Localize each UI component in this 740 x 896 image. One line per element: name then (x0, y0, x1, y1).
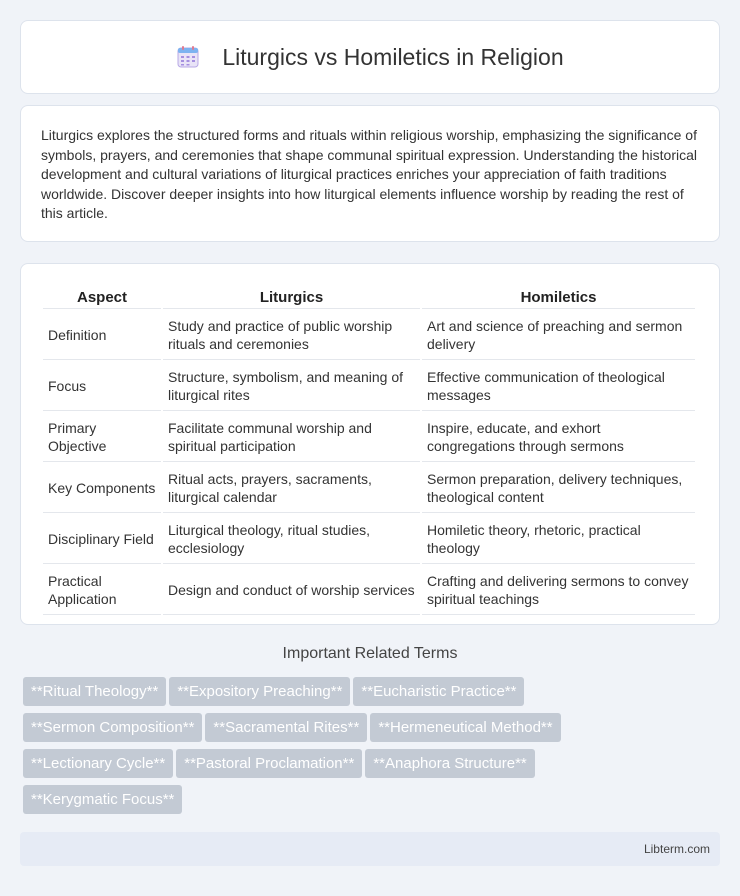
row-aspect: Key Components (43, 464, 161, 513)
term-tag[interactable]: **Lectionary Cycle** (23, 749, 173, 778)
row-liturgics: Design and conduct of worship services (163, 566, 420, 615)
row-liturgics: Ritual acts, prayers, sacraments, liturgical calendar (163, 464, 420, 513)
intro-card (20, 105, 720, 242)
term-tag[interactable]: **Ritual Theology** (23, 677, 166, 706)
term-tag[interactable]: **Kerygmatic Focus** (23, 785, 182, 814)
calendar-icon (176, 45, 200, 69)
intro-text: Liturgics explores the structured forms and rituals within religious worship, emphasizing the significance of symbols, prayers, and ceremonies that shape communal spiritual expression. Understanding the historical development and cultural variations of liturgical practices enriches your appreciation of faith traditions worldwide. Discover deeper insights into how liturgical elements influence worship by reading the rest of this article. (41, 127, 697, 222)
header-homiletics: Homiletics (422, 286, 695, 309)
footer-site-link[interactable]: Libterm.com (643, 842, 710, 856)
row-liturgics: Facilitate communal worship and spiritual participation (163, 413, 420, 462)
table-row (43, 311, 695, 360)
row-homiletics: Effective communication of theological messages (422, 362, 695, 411)
row-aspect: Disciplinary Field (43, 515, 161, 564)
row-homiletics: Art and science of preaching and sermon delivery (422, 311, 695, 360)
row-liturgics: Structure, symbolism, and meaning of liturgical rites (163, 362, 420, 411)
footer (20, 832, 720, 866)
table-row (43, 566, 695, 615)
comparison-table (41, 284, 697, 617)
term-tag[interactable]: **Eucharistic Practice** (353, 677, 524, 706)
term-tag[interactable]: **Sermon Composition** (23, 713, 202, 742)
header-card (20, 20, 720, 94)
row-homiletics: Homiletic theory, rhetoric, practical theology (422, 515, 695, 564)
term-tag[interactable]: **Anaphora Structure** (365, 749, 534, 778)
row-homiletics: Crafting and delivering sermons to convey spiritual teachings (422, 566, 695, 615)
table-row (43, 464, 695, 513)
header-aspect: Aspect (43, 286, 161, 309)
term-tag[interactable]: **Sacramental Rites** (205, 713, 367, 742)
table-row (43, 515, 695, 564)
row-homiletics: Inspire, educate, and exhort congregations through sermons (422, 413, 695, 462)
term-tag[interactable]: **Hermeneutical Method** (370, 713, 560, 742)
related-terms-list (23, 677, 723, 821)
comparison-table-card (20, 263, 720, 625)
page-title: Liturgics vs Homiletics in Religion (222, 43, 564, 70)
row-homiletics: Sermon preparation, delivery techniques, theological content (422, 464, 695, 513)
term-tag[interactable]: **Pastoral Proclamation** (176, 749, 362, 778)
table-row (43, 413, 695, 462)
table-header-row (43, 286, 695, 309)
row-aspect: Definition (43, 311, 161, 360)
row-aspect: Practical Application (43, 566, 161, 615)
table-row (43, 362, 695, 411)
row-liturgics: Liturgical theology, ritual studies, ecclesiology (163, 515, 420, 564)
row-liturgics: Study and practice of public worship rituals and ceremonies (163, 311, 420, 360)
header-liturgics: Liturgics (163, 286, 420, 309)
row-aspect: Focus (43, 362, 161, 411)
related-terms-title: Important Related Terms (282, 645, 458, 662)
term-tag[interactable]: **Expository Preaching** (169, 677, 350, 706)
row-aspect: Primary Objective (43, 413, 161, 462)
